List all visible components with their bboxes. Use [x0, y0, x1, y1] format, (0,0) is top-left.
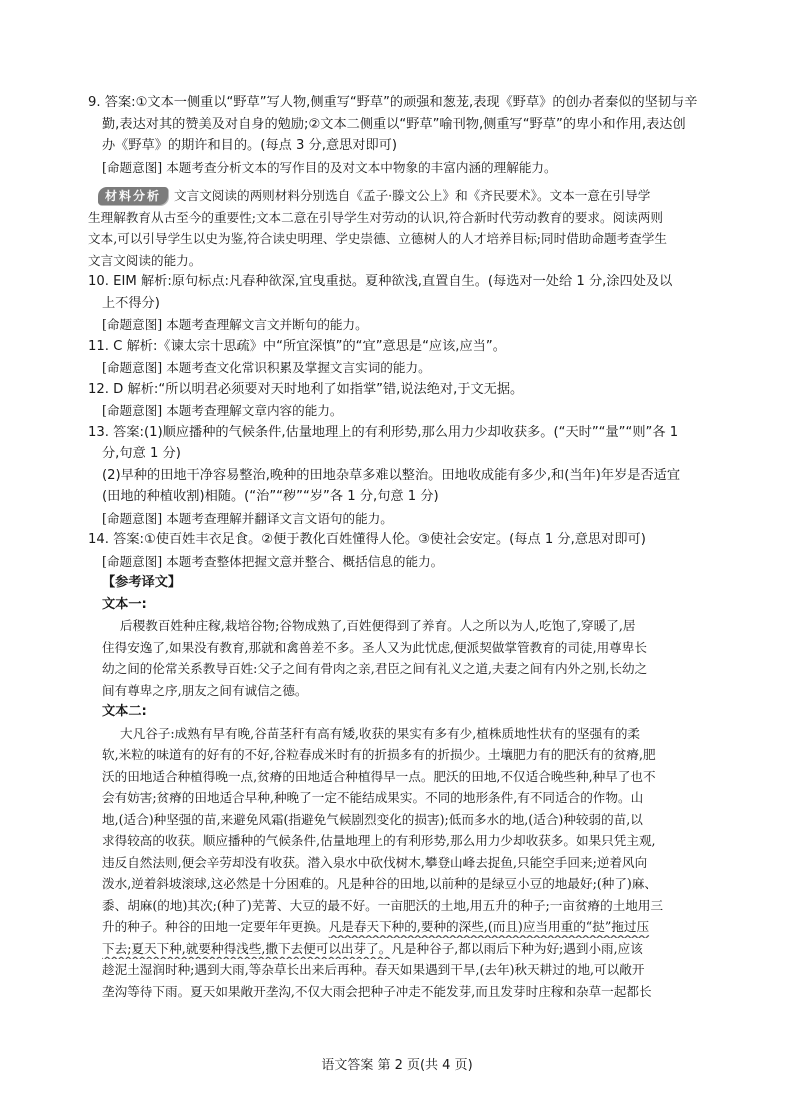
text2-line-10: [88, 916, 710, 938]
material-line-1-text: 文言文阅读的两则材料分别选自《孟子·滕文公上》和《齐民要术》。文本一意在引导学: [174, 188, 651, 203]
text1-label: 文本一:: [102, 596, 147, 612]
text2-line-3: 沃的田地适合种植得晚一点,贫瘠的田地适合种植得早一点。肥沃的田地,不仅适合晚些种,种早了也不: [102, 768, 656, 784]
text2-line-11-tail: 凡是种谷子,都以雨后下种为好;遇到小雨,应该: [391, 940, 643, 956]
text1-line-4: 间有尊卑之序,朋友之间有诚信之德。: [102, 682, 308, 698]
material-line-3: 文本,可以引导学生以史为鉴,符合读史明理、学史崇德、立德树人的人才培养目标;同时借助命题考查学生: [88, 231, 667, 246]
text2-line-13: 垄沟等待下雨。夏天如果敞开垄沟,不仅大雨会把种子冲走不能发芽,而且发芽时庄稼和杂草一起都长: [102, 983, 652, 999]
text2-line-8: 泼水,逆着斜坡滚球,这必然是十分困难的。凡是种谷的田地,以前种的是绿豆小豆的地最好;(种了)麻、: [102, 876, 658, 891]
q9-answer-line-1: 9. 答案:①文本一侧重以“野草”写人物,侧重写“野草”的顽强和葱茏,表现《野草》的创办者秦似的坚韧与辛: [88, 95, 698, 110]
text2-line-5: 地,(适合)种坚强的苗,来避免风霜(指避免气候剧烈变化的损害);低而多水的地,(适合)种较弱的苗,以: [102, 811, 643, 827]
q14-line-1: 14. 答案:①使百姓丰衣足食。②便于教化百姓懂得人伦。③使社会安定。(每点 1 分,意思对即可): [88, 532, 646, 547]
material-analysis-badge: 材料分析: [98, 187, 168, 205]
q11-line-1: 11. C 解析:《谏太宗十思疏》中“所宜深慎”的“宜”意思是“应该,应当”。: [88, 338, 506, 354]
text1-line-3: 幼之间的伦常关系教导百姓:父子之间有骨肉之亲,君臣之间有礼义之道,夫妻之间有内外之别,长幼之: [102, 661, 648, 676]
material-line-1: [88, 185, 710, 207]
q10-line-1: 10. EIM 解析:原句标点:凡春种欲深,宜曳重挞。夏种欲浅,直置自生。(每选对一处给 1 分,涂四处及以: [88, 274, 673, 289]
q13-line-1: 13. 答案:(1)顺应播种的气候条件,估量地理上的有利形势,那么用力少却收获多。(“天时”“量”“则”各 1: [88, 424, 679, 440]
material-line-4: 文言文阅读的能力。: [88, 252, 202, 268]
q13-line-2: 分,句意 1 分): [102, 446, 181, 461]
text2-line-11: [88, 938, 710, 960]
q13-line-3: (2)早种的田地干净容易整治,晚种的田地杂草多难以整治。田地收成能有多少,和(当年)年岁是否适宜: [102, 467, 681, 483]
q12-line-1: 12. D 解析:“所以明君必须要对天时地利了如指掌”错,说法绝对,于文无据。: [88, 381, 524, 397]
page-footer: 语文答案 第 2 页(共 4 页): [321, 1058, 473, 1073]
text2-line-6-text: 求得较高的收获。顺应播种的气候条件,估量地理上的有利形势,那么用力少却收获多。如果只凭主观,: [102, 833, 656, 848]
text2-line-12: 趁泥土湿润时种;遇到大雨,等杂草长出来后再种。春天如果遇到干旱,(去年)秋天耕过的地,可以敞开: [102, 962, 645, 977]
q10-line-2: 上不得分): [102, 295, 160, 311]
q12-intent: [命题意图] 本题考查理解文章内容的能力。: [102, 403, 343, 418]
text2-line-9: 黍、胡麻(的地)其次;(种了)芜菁、大豆的最不好。一亩肥沃的土地,用五升的种子;一亩贫瘠的土地用三: [102, 897, 664, 913]
text2-label: 文本二:: [102, 704, 147, 719]
text2-line-2: 软,米粒的味道有的好有的不好,谷粒春成米时有的折损多有的折损少。土壤肥力有的肥沃有的贫瘠,肥: [102, 747, 656, 762]
text2-line-4: 会有妨害;贫瘠的田地适合早种,种晚了一定不能结成果实。不同的地形条件,有不同适合的作物。山: [102, 790, 644, 805]
spacer: [88, 178, 710, 185]
text2-line-10-head: 升的种子。种谷的田地一定要年年更换。: [102, 919, 329, 934]
q14-intent: [命题意图] 本题考查整体把握文意并整合、概括信息的能力。: [102, 553, 444, 569]
q10-intent: [命题意图] 本题考查理解文言文并断句的能力。: [102, 317, 368, 332]
q13-intent: [命题意图] 本题考查理解并翻译文言文语句的能力。: [102, 510, 393, 526]
text2-line-7: 违反自然法则,便会辛劳却没有收获。潜入泉水中砍伐树木,攀登山峰去捉鱼,只能空手回来;逆着风向: [102, 854, 648, 870]
answer-content: [88, 92, 710, 1002]
q9-answer-line-3: 办《野草》的期许和目的。(每点 3 分,意思对即可): [102, 138, 398, 153]
q9-intent: [命题意图] 本题考查分析文本的写作目的及对文本中物象的丰富内涵的理解能力。: [102, 159, 557, 175]
text1-line-1: 后稷教百姓种庄稼,栽培谷物;谷物成熟了,百姓便得到了养育。人之所以为人,吃饱了,穿暖了,居: [120, 618, 636, 633]
q11-intent: [命题意图] 本题考查文化常识积累及掌握文言实词的能力。: [102, 360, 431, 375]
text2-line-1: 大凡谷子:成熟有早有晚,谷苗茎秆有高有矮,收获的果实有多有少,植株质地性状有的坚强有的柔: [120, 725, 641, 741]
q13-line-4: (田地的种植收割)相随。(“治”“秽”“岁”各 1 分,句意 1 分): [102, 489, 439, 504]
text2-line-10-underlined: 凡是春天下种的,要种的深些,(而且)应当用重的“挞”拖过压: [328, 919, 650, 934]
material-line-2: 生理解教育从古至今的重要性;文本二意在引导学生对劳动的认识,符合新时代劳动教育的要求。阅读两则: [88, 209, 663, 225]
text2-line-6: [88, 830, 710, 852]
text1-line-2: 住得安逸了,如果没有教育,那就和禽兽差不多。圣人又为此忧虑,便派契做掌管教育的司徒,用尊卑长: [102, 639, 647, 655]
text2-line-11-underlined: 下去;夏天下种,就要种得浅些,撒下去便可以出芽了。: [102, 940, 392, 956]
translation-heading: 【参考译文】: [102, 575, 182, 590]
q9-answer-line-2: 勤,表达对其的赞美及对自身的勉励;②文本二侧重以“野草”喻刊物,侧重写“野草”的卑小和作用,表达创: [102, 116, 686, 132]
